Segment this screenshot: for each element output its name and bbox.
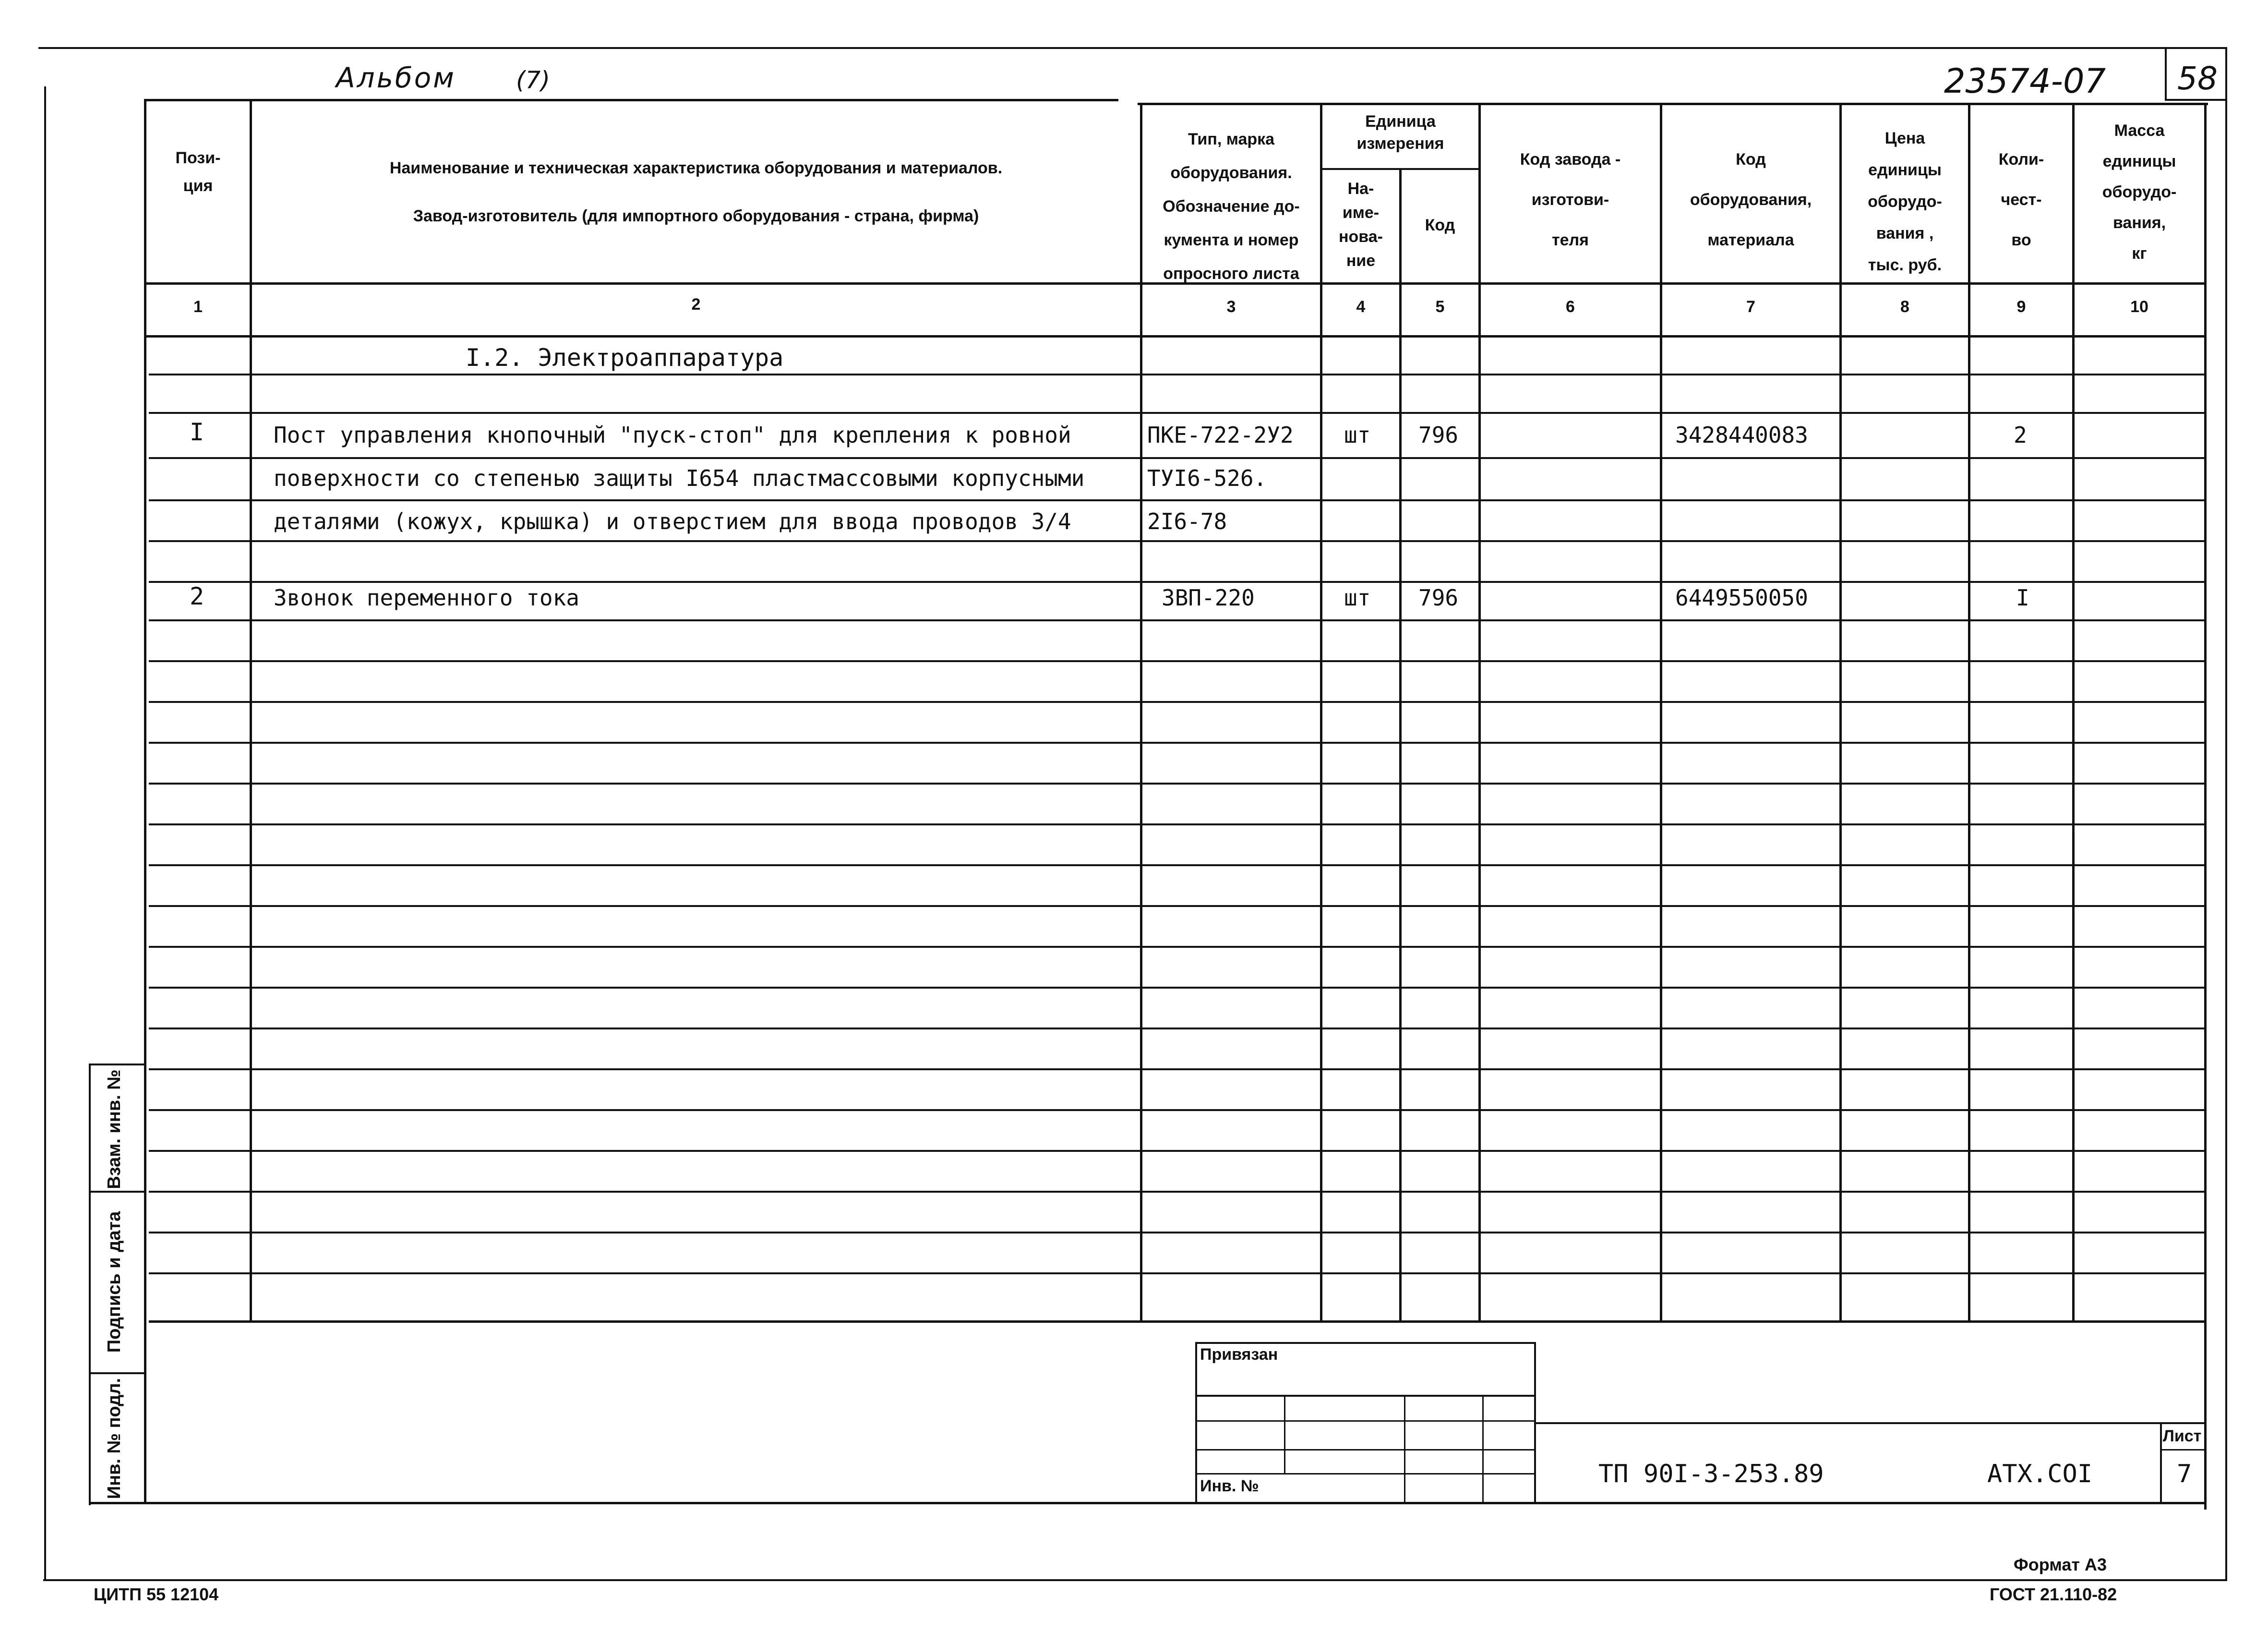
stamp-col-1 bbox=[1284, 1395, 1285, 1474]
privyazan-label: Привязан bbox=[1200, 1345, 1278, 1364]
col-number-2: 2 bbox=[691, 295, 701, 314]
side-label-podpis: Подпись и дата bbox=[104, 1211, 124, 1353]
row-line bbox=[149, 823, 2207, 825]
unit-group-header: Единица измерения bbox=[1356, 112, 1444, 153]
table-right bbox=[2204, 103, 2207, 1510]
right-border bbox=[2225, 47, 2227, 1581]
footer-gost: ГОСТ 21.110-82 bbox=[1990, 1584, 2117, 1604]
row-line bbox=[149, 660, 2207, 662]
col-number-5: 5 bbox=[1435, 298, 1445, 316]
left-border bbox=[44, 86, 46, 1580]
inv-no-label: Инв. № bbox=[1200, 1477, 1259, 1495]
col-sep-5 bbox=[1478, 103, 1481, 1321]
col10-header: Масса единицы оборудо- вания, кг bbox=[2102, 121, 2177, 263]
designation: ТП 90I-3-253.89 bbox=[1598, 1460, 1824, 1488]
footer-left: ЦИТП 55 12104 bbox=[94, 1584, 219, 1604]
col-number-7: 7 bbox=[1746, 298, 1755, 316]
row1-unit-code: 796 bbox=[1418, 422, 1459, 448]
col-number-10: 10 bbox=[2130, 298, 2148, 316]
row-line bbox=[149, 1232, 2207, 1233]
row2-name-line1: Звонок переменного тока bbox=[274, 585, 579, 611]
row1-equip-code: 3428440083 bbox=[1675, 422, 1808, 448]
side-block-inner bbox=[144, 1064, 146, 1503]
bottom-border bbox=[43, 1579, 2227, 1581]
inner-left-border bbox=[89, 1064, 91, 1505]
table-top bbox=[144, 99, 1118, 101]
row-line bbox=[149, 1109, 2207, 1111]
list-box-divider bbox=[2160, 1449, 2206, 1451]
doc-number: 23574-07 bbox=[1944, 61, 2106, 101]
footer-format: Формат А3 bbox=[2014, 1555, 2107, 1574]
row2-type-line1: ЗВП-220 bbox=[1162, 585, 1255, 611]
row-line bbox=[149, 864, 2207, 866]
list-label: Лист bbox=[2163, 1427, 2202, 1445]
row1-unit-name: шт bbox=[1344, 422, 1371, 448]
list-number: 7 bbox=[2177, 1460, 2192, 1488]
col5-header: Код bbox=[1425, 216, 1455, 234]
row-line bbox=[149, 457, 2207, 459]
page-bottom-line bbox=[89, 1502, 2207, 1504]
row1-name-line2: поверхности со степенью защиты I654 пластмассовыми корпусными bbox=[274, 465, 1085, 491]
row-line bbox=[149, 1272, 2207, 1274]
section-title: I.2. Электроаппаратура bbox=[466, 344, 784, 372]
row-line bbox=[149, 1150, 2207, 1152]
row1-type-line2: ТУI6-526. bbox=[1147, 465, 1267, 491]
row-line bbox=[149, 540, 2207, 542]
page-box-bottom bbox=[2165, 99, 2226, 101]
album-number: (7) bbox=[516, 66, 550, 94]
row-line bbox=[149, 499, 2207, 501]
col-sep-3 bbox=[1320, 103, 1322, 1321]
stamp-row-4 bbox=[1195, 1473, 1536, 1475]
col-number-8: 8 bbox=[1900, 298, 1909, 316]
row-line bbox=[149, 374, 2207, 375]
col-sep-8 bbox=[1968, 103, 1970, 1321]
row-line bbox=[149, 783, 2207, 785]
stamp-row-3 bbox=[1195, 1449, 1536, 1451]
stamp-row-1 bbox=[1195, 1395, 1536, 1397]
col-sep-7 bbox=[1839, 103, 1842, 1321]
col-number-4: 4 bbox=[1356, 298, 1366, 316]
row1-name-line1: Пост управления кнопочный "пуск-стоп" для крепления к ровной bbox=[274, 422, 1071, 448]
col-sep-9 bbox=[2072, 103, 2075, 1321]
col-sep-6 bbox=[1660, 103, 1662, 1321]
col7-header: Код оборудования, материала bbox=[1690, 150, 1812, 249]
row1-type-line3: 2I6-78 bbox=[1147, 508, 1227, 534]
col-sep-4 bbox=[1399, 168, 1402, 1321]
unit-group-divider bbox=[1320, 168, 1478, 170]
col-number-6: 6 bbox=[1566, 298, 1575, 316]
col4-header: На- име- нова- ние bbox=[1339, 180, 1383, 270]
top-border bbox=[38, 47, 2227, 49]
side-label-inv: Инв. № подл. bbox=[104, 1378, 124, 1499]
row2-unit-code: 796 bbox=[1418, 585, 1459, 611]
row2-unit-name: шт bbox=[1344, 585, 1371, 611]
side-block-top bbox=[89, 1064, 146, 1065]
row1-quantity: 2 bbox=[2014, 422, 2027, 448]
row1-name-line3: деталями (кожух, крышка) и отверстием для ввода проводов 3/4 bbox=[274, 508, 1071, 534]
side-label-vzam: Взам. инв. № bbox=[104, 1069, 124, 1189]
stamp-top bbox=[1195, 1342, 1536, 1344]
row-line bbox=[149, 701, 2207, 703]
table-body-bottom bbox=[149, 1320, 2207, 1323]
row2-quantity: I bbox=[2016, 585, 2029, 611]
row-line bbox=[149, 905, 2207, 907]
page-box-left bbox=[2165, 48, 2167, 101]
row-line bbox=[149, 412, 2207, 414]
col3-header: Тип, марка оборудования. Обозначение до- кумента и номер опросного листа bbox=[1163, 130, 1300, 283]
row2-position: 2 bbox=[190, 582, 204, 610]
row-line bbox=[149, 987, 2207, 989]
col-number-3: 3 bbox=[1226, 298, 1236, 316]
col6-header: Код завода - изготови- теля bbox=[1520, 150, 1621, 249]
row-line bbox=[149, 1191, 2207, 1193]
col-number-9: 9 bbox=[2016, 298, 2026, 316]
row-line bbox=[149, 619, 2207, 621]
table-top-right bbox=[1138, 103, 2208, 105]
list-box-left bbox=[2160, 1422, 2162, 1503]
doc-code: АТХ.СОI bbox=[1987, 1460, 2093, 1488]
row1-type-line1: ПКЕ-722-2У2 bbox=[1147, 422, 1294, 448]
col-sep-1 bbox=[250, 99, 252, 1321]
stamp-col-3 bbox=[1482, 1395, 1484, 1503]
row-line bbox=[149, 742, 2207, 744]
col2-header: Наименование и техническая характеристика оборудования и материалов. Завод-изготовитель (для импортного оборудования - страна, фирма) bbox=[389, 159, 1003, 225]
stamp-row-2 bbox=[1195, 1420, 1536, 1422]
col8-header: Цена единицы оборудо- вания , тыс. руб. bbox=[1868, 129, 1942, 274]
row-line bbox=[149, 946, 2207, 948]
album-label: Альбом bbox=[336, 61, 456, 94]
row-line bbox=[149, 1028, 2207, 1029]
title-block-top bbox=[1534, 1422, 2206, 1424]
col-number-1: 1 bbox=[193, 298, 203, 316]
row-line bbox=[149, 581, 2207, 583]
col1-header: Пози- ция bbox=[175, 149, 221, 195]
stamp-col-2 bbox=[1404, 1395, 1405, 1503]
row1-position: I bbox=[190, 418, 204, 446]
numbers-bottom bbox=[144, 335, 2207, 338]
stamp-left bbox=[1195, 1342, 1197, 1503]
page-number: 58 bbox=[2177, 60, 2218, 97]
row-line bbox=[149, 1068, 2207, 1070]
col9-header: Коли- чест- во bbox=[1998, 150, 2044, 249]
row2-equip-code: 6449550050 bbox=[1675, 585, 1808, 611]
